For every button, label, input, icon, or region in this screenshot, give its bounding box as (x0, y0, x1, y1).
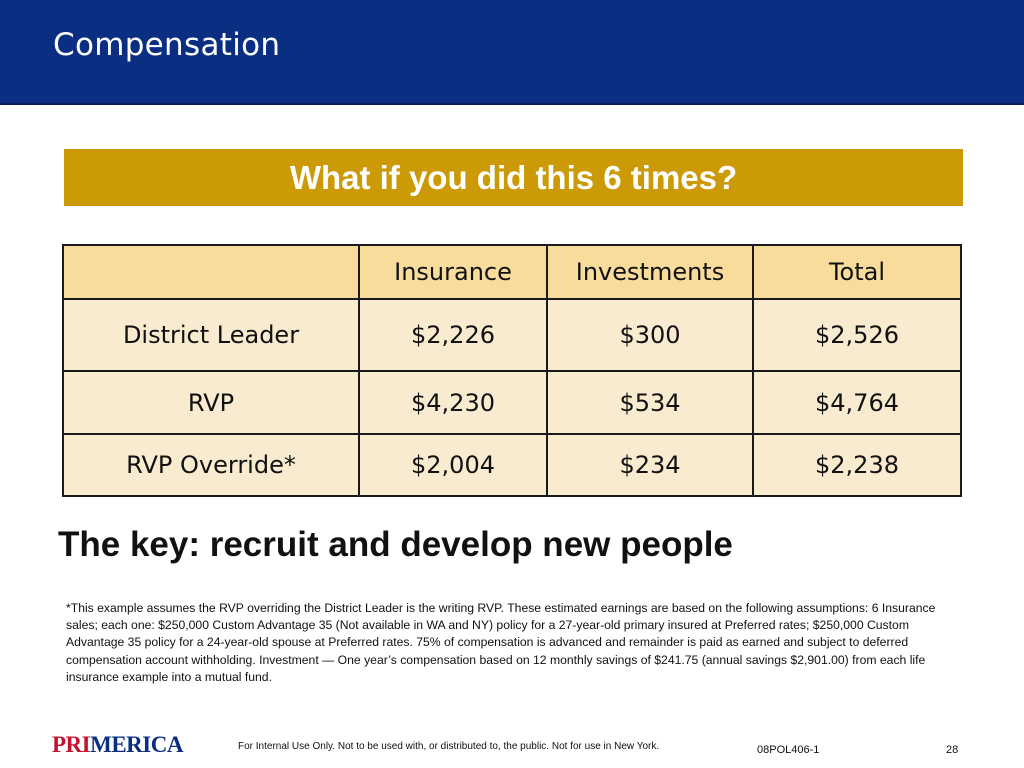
logo-pri-text: PRI (52, 732, 91, 757)
slide-title: Compensation (53, 27, 281, 63)
footnote: *This example assumes the RVP overriding the District Leader is the writing RVP. These estimated earnings are based on the following assumptions: 6 Insurance sales; each one: $250,000 Custom Advantage 35 (Not available in WA and NY) policy for a 27-year-old primary insured at Preferred rates; $250,000 Custom Advantage 35 policy for a 24-year-old spouse at Preferred rates. 75% of compensation is advanced and remainder is paid as earned and subject to deferred compensation account withholding. Investment — One year’s compensation based on 12 monthly savings of $241.75 (annual savings $2,901.00) from each life insurance example into a mutual fund. (66, 601, 936, 684)
total-value: $2,526 (753, 299, 961, 371)
insurance-value: $4,230 (359, 371, 547, 434)
banner-text: What if you did this 6 times? (289, 158, 738, 196)
table-row (63, 371, 961, 434)
column-header-empty (63, 245, 359, 299)
header-bar (0, 0, 1024, 105)
primerica-logo (52, 732, 183, 758)
column-header-total: Total (753, 245, 961, 299)
footer-disclaimer: For Internal Use Only. Not to be used with, or distributed to, the public. Not for use in New York. (238, 741, 660, 752)
table-row (63, 434, 961, 496)
table-header-row (63, 245, 961, 299)
investments-value: $234 (547, 434, 753, 496)
insurance-value: $2,226 (359, 299, 547, 371)
page-number: 28 (946, 744, 959, 756)
row-label: RVP Override* (63, 434, 359, 496)
column-header-insurance: Insurance (359, 245, 547, 299)
row-label: District Leader (63, 299, 359, 371)
compensation-table (62, 244, 962, 497)
investments-value: $534 (547, 371, 753, 434)
row-label: RVP (63, 371, 359, 434)
question-banner (64, 149, 963, 206)
key-message: The key: recruit and develop new people (58, 525, 733, 564)
investments-value: $300 (547, 299, 753, 371)
column-header-investments: Investments (547, 245, 753, 299)
insurance-value: $2,004 (359, 434, 547, 496)
table-row (63, 299, 961, 371)
total-value: $2,238 (753, 434, 961, 496)
document-code: 08POL406-1 (757, 744, 820, 756)
total-value: $4,764 (753, 371, 961, 434)
logo-merica-text: MERICA (90, 732, 183, 757)
